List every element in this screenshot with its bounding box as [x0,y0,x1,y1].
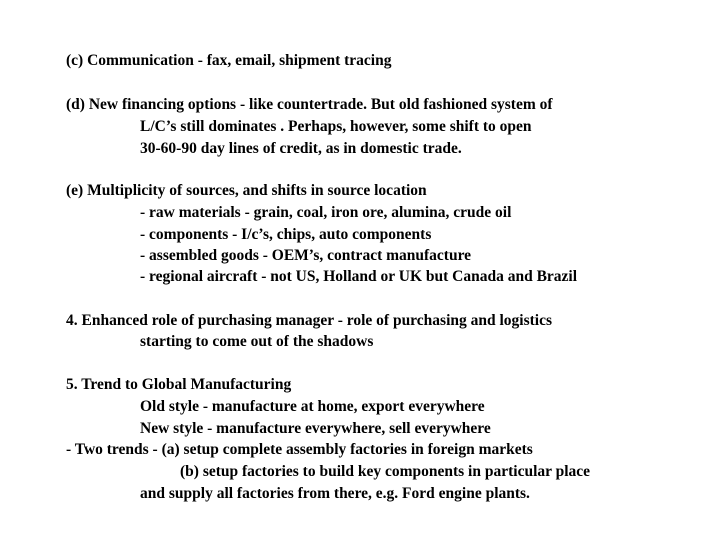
item-e-line-1: (e) Multiplicity of sources, and shifts in source location [66,182,427,199]
item-4-line-2: starting to come out of the shadows [140,333,374,350]
item-5-line-3: New style - manufacture everywhere, sell everywhere [140,420,491,437]
item-e-line-5: - regional aircraft - not US, Holland or UK but Canada and Brazil [140,268,578,285]
item-e-line-2: - raw materials - grain, coal, iron ore, alumina, crude oil [140,204,512,221]
item-5-line-6: and supply all factories from there, e.g. Ford engine plants. [140,485,530,502]
item-e-line-3: - components - I/c’s, chips, auto components [140,226,432,243]
item-d-line-3: 30-60-90 day lines of credit, as in domestic trade. [140,140,462,157]
item-d-line-2: L/C’s still dominates . Perhaps, however, some shift to open [140,118,532,135]
item-4-line-1: 4. Enhanced role of purchasing manager - role of purchasing and logistics [66,312,553,329]
item-5-line-1: 5. Trend to Global Manufacturing [66,376,292,393]
item-5-line-2: Old style - manufacture at home, export everywhere [140,398,485,415]
item-c-line-1: (c) Communication - fax, email, shipment tracing [66,52,392,69]
item-e-line-4: - assembled goods - OEM’s, contract manufacture [140,247,472,264]
item-d-line-1: (d) New financing options - like countertrade. But old fashioned system of [66,96,553,113]
item-5-line-5: (b) setup factories to build key components in particular place [180,463,591,480]
item-5-line-4: - Two trends - (a) setup complete assembly factories in foreign markets [66,441,533,458]
